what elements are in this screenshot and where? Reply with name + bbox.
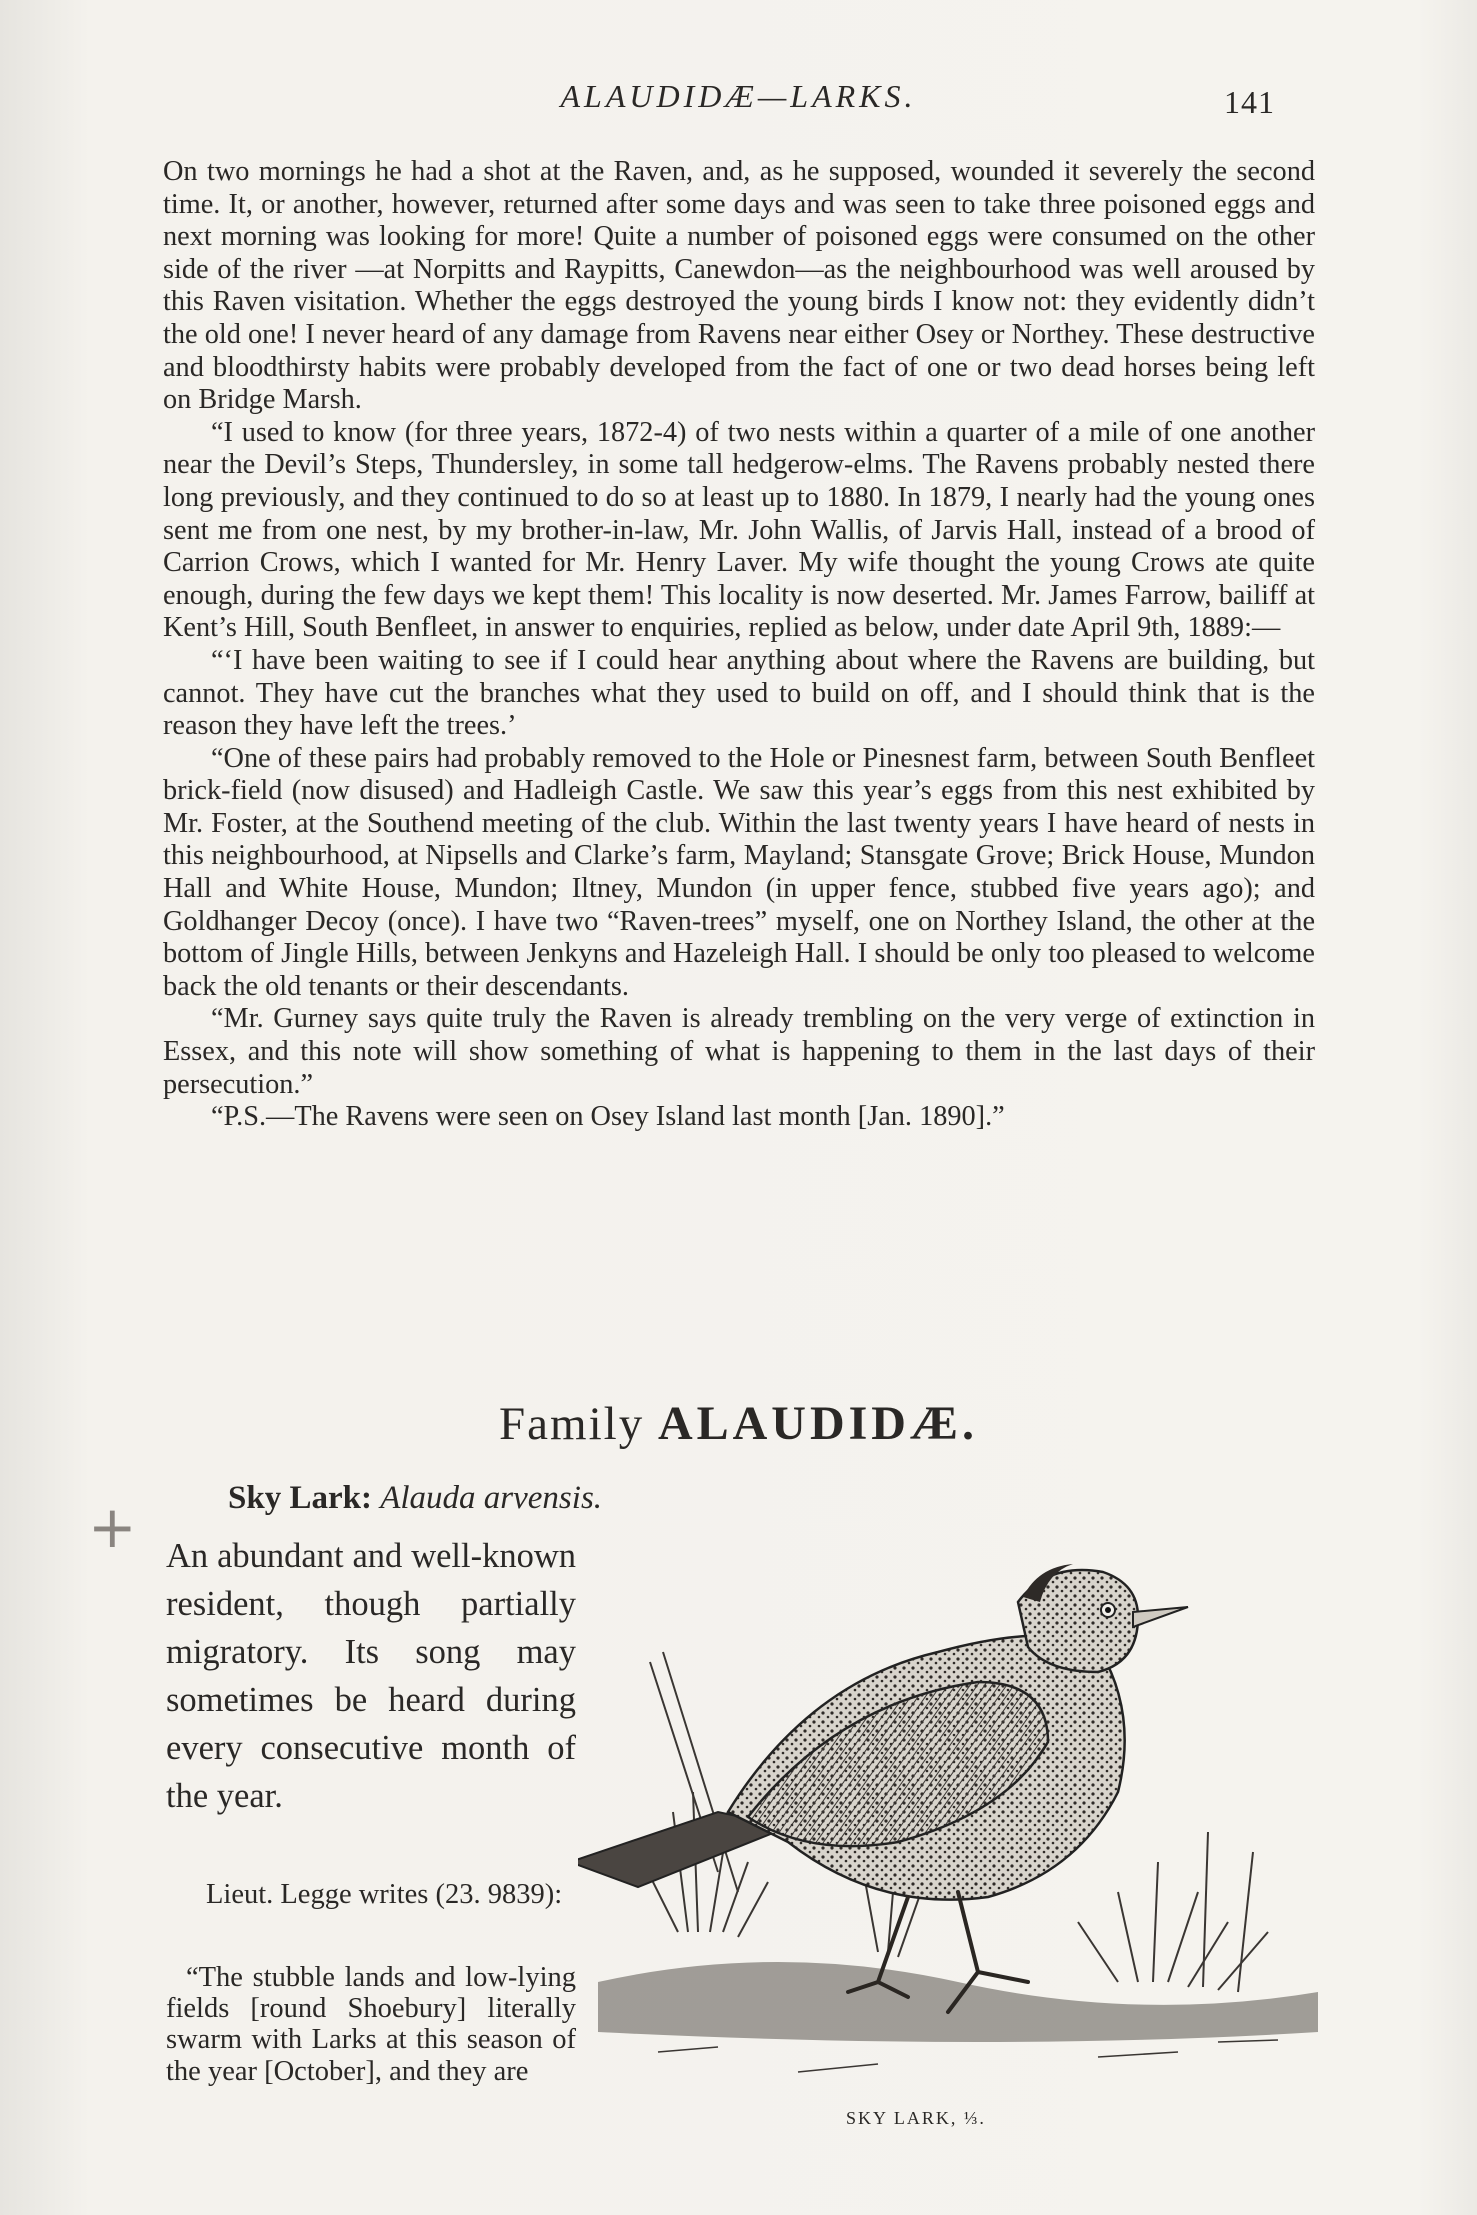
- paragraph: “Mr. Gurney says quite truly the Raven is already trembling on the very verge of extinction in Essex, and this note will show something of what is happening to them in the last days of their persecution.”: [163, 1003, 1315, 1100]
- sky-lark-illustration: [578, 1512, 1338, 2107]
- paragraph: “P.S.—The Ravens were seen on Osey Island last month [Jan. 1890].”: [211, 1101, 1005, 1133]
- species-heading: [228, 1480, 602, 1517]
- running-head: ALAUDIDÆ—LARKS.: [560, 78, 917, 114]
- family-heading: [0, 1396, 1477, 1451]
- quote-attribution: Lieut. Legge writes (23. 9839):: [206, 1879, 563, 1910]
- page-number: 141: [1224, 84, 1275, 120]
- paragraph: “I used to know (for three years, 1872-4) of two nests within a quarter of a mile of one another near the Devil’s Steps, Thundersley, in some tall hedgerow-elms. The Ravens probably nested there long previously, and they continued to do so at least up to 1880. In 1879, I nearly had the young ones sent me from one nest, by my brother-in-law, Mr. John Wallis, of Jarvis Hall, instead of a brood of Carrion Crows, which I wanted for Mr. Henry Laver. My wife thought the young Crows ate quite enough, during the few days we kept them! This locality is now deserted. Mr. James Farrow, bailiff at Kent’s Hill, South Benfleet, in answer to enquiries, replied as below, under date April 9th, 1889:—: [163, 416, 1315, 644]
- illustration-caption: SKY LARK, ⅓.: [846, 2108, 986, 2128]
- body-text: [163, 156, 1315, 1134]
- paragraph: “‘I have been waiting to see if I could hear anything about where the Ravens are building, but cannot. They have cut the branches what they used to build on off, and I should think that is the reason they have left the trees.’: [163, 644, 1315, 742]
- quote-text: “The stubble lands and low-lying fields [round Shoebury] literally swarm with Larks at this season of the year [October], and they are: [166, 1962, 576, 2087]
- species-latin-name: Alauda arvensis.: [380, 1480, 603, 1516]
- margin-cross-mark: +: [88, 1493, 137, 1561]
- paragraph: On two mornings he had a shot at the Raven, and, as he supposed, wounded it severely the second time. It, or another, however, returned after some days and was seen to take three poisoned eggs and next morning was looking for more! Quite a number of poisoned eggs were consumed on the other side of the river —at Norpitts and Raypitts, Canewdon—as the neighbourhood was well aroused by this Raven visitation. Whether the eggs destroyed the young birds I know not: they evidently didn’t the old one! I never heard of any damage from Ravens near either Osey or Northey. These destructive and bloodthirsty habits were probably developed from the fact of one or two dead horses being left on Bridge Marsh.: [163, 156, 1315, 416]
- family-heading-prefix: Family: [499, 1398, 645, 1450]
- paragraph: “One of these pairs had probably removed to the Hole or Pinesnest farm, between South Benfleet brick-field (now disused) and Hadleigh Castle. We saw this year’s eggs from this nest exhibited by Mr. Foster, at the Southend meeting of the club. Within the last twenty years I have heard of nests in this neighbourhood, at Nipsells and Clarke’s farm, Mayland; Stansgate Grove; Brick House, Mundon Hall and White House, Mundon; Iltney, Mundon (in upper fence, stubbed five years ago); and Goldhanger Decoy (once). I have two “Raven-trees” myself, one on Northey Island, the other at the bottom of Jingle Hills, between Jenkyns and Hazeleigh Hall. I should be only too pleased to welcome back the old tenants or their descendants.: [163, 742, 1315, 1002]
- species-common-name: Sky Lark:: [228, 1480, 372, 1516]
- family-heading-name: ALAUDIDÆ.: [657, 1397, 978, 1450]
- species-intro: An abundant and well-known resident, though partially migratory. Its song may sometimes be heard during every consecutive month of the year.: [166, 1537, 576, 1815]
